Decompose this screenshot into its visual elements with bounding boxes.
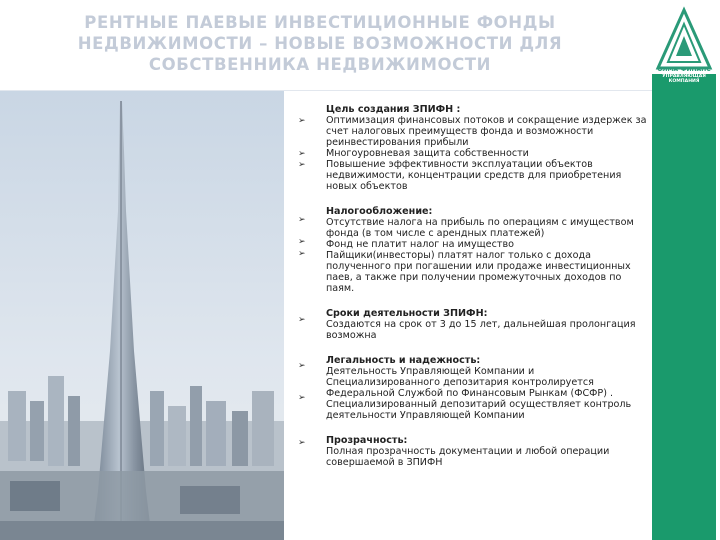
section-transparency [326, 435, 648, 468]
title-line-1: РЕНТНЫЕ ПАЕВЫЕ ИНВЕСТИЦИОННЫЕ ФОНДЫ [84, 13, 556, 32]
arrow-bullet-icon: ➢ [298, 149, 306, 159]
content-column [326, 104, 648, 482]
arrow-bullet-icon: ➢ [298, 116, 306, 126]
arrow-bullet-icon: ➢ [298, 215, 306, 225]
list-item: Деятельность Управляющей Компании и Специализированного депозитария контролируется Федеральной Службой по Финансовым Рынкам (ФСФР) . [326, 366, 614, 399]
green-side-bar [652, 82, 716, 540]
section-heading: Налогообложение: [326, 206, 433, 217]
arrow-bullet-icon: ➢ [298, 315, 306, 325]
title-line-3: СОБСТВЕННИКА НЕДВИЖИМОСТИ [148, 55, 492, 74]
list-item: Пайщики(инвесторы) платят налог только с дохода полученного при погашении или продаже инвестиционных паев, а также при получении промежуточных доходов по паям. [326, 250, 631, 294]
logo-emblem-icon [652, 6, 716, 72]
list-item: Повышение эффективности эксплуатации объектов недвижимости, концентрации средств для приобретения новых объектов [326, 159, 622, 192]
section-legality [326, 355, 648, 421]
list-item: Создаются на срок от 3 до 15 лет, дальнейшая пролонгация возможна [326, 319, 636, 341]
arrow-bullet-icon: ➢ [298, 249, 306, 259]
list-item: Многоуровневая защита собственности [326, 148, 529, 159]
section-taxation [326, 206, 648, 294]
list-item: Специализированный депозитарий осуществляет контроль деятельности Управляющей Компании [326, 399, 632, 421]
list-item: Отсутствие налога на прибыль по операциям с имуществом фонда (в том числе с арендных платежей) [326, 217, 634, 239]
section-goal [326, 104, 648, 192]
arrow-bullet-icon: ➢ [298, 160, 306, 170]
list-item: Фонд не платит налог на имущество [326, 239, 514, 250]
section-heading: Сроки деятельности ЗПИФН: [326, 308, 488, 319]
list-item: Полная прозрачность документации и любой операции совершаемой в ЗПИФН [326, 446, 610, 468]
section-heading: Прозрачность: [326, 435, 408, 446]
arrow-bullet-icon: ➢ [298, 438, 306, 448]
arrow-bullet-icon: ➢ [298, 237, 306, 247]
company-logo [652, 6, 716, 90]
arrow-bullet-icon: ➢ [298, 361, 306, 371]
skyscraper-photo [0, 91, 284, 540]
logo-text-subtitle: УПРАВЛЯЮЩАЯ КОМПАНИЯ [652, 74, 716, 84]
title-line-2: НЕДВИЖИМОСТИ – НОВЫЕ ВОЗМОЖНОСТИ ДЛЯ [77, 34, 563, 53]
arrow-bullet-icon: ➢ [298, 393, 306, 403]
page-title [40, 12, 600, 75]
logo-text-name: ОЛМА-ФИНАНС [657, 66, 711, 73]
section-terms [326, 308, 648, 341]
section-heading: Цель создания ЗПИФН : [326, 104, 461, 115]
list-item: Оптимизация финансовых потоков и сокращение издержек за счет налоговых преимуществ фонда и возможности реинвестирования прибыли [326, 115, 647, 148]
section-heading: Легальность и надежность: [326, 355, 481, 366]
